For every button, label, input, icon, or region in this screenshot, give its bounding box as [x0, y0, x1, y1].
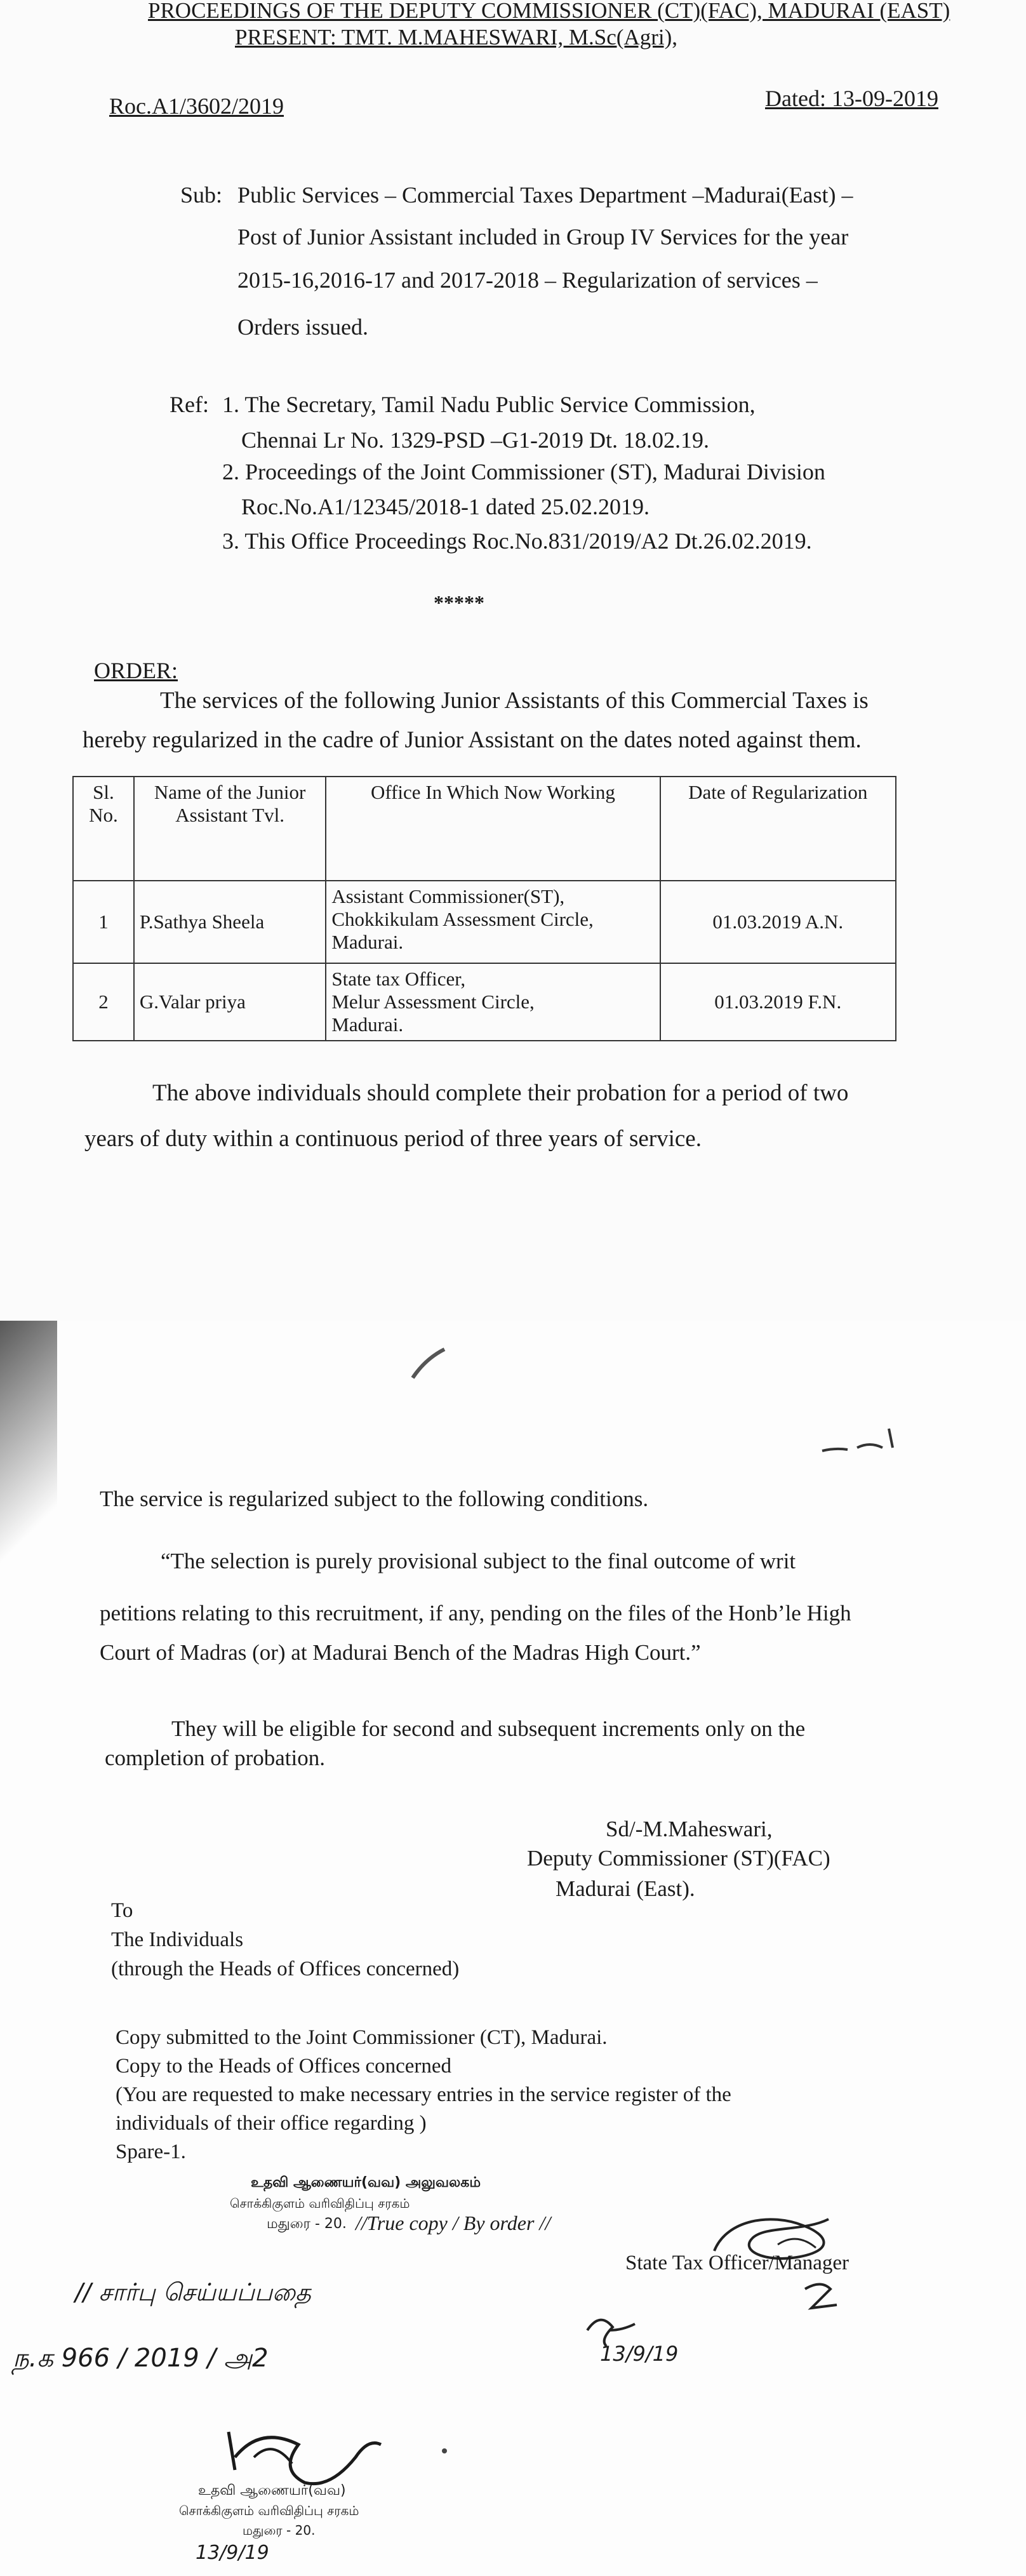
copy-line: (You are requested to make necessary entries in the service register of the	[116, 2083, 731, 2106]
ref-line: 2. Proceedings of the Joint Commissioner (ST), Madurai Division	[222, 459, 825, 484]
regularization-table	[72, 776, 896, 1041]
handwritten-date: 13/9/19	[600, 2342, 679, 2366]
signature-mark	[799, 2276, 843, 2314]
office-stamp-bottom-line: சொக்கிகுளம் வரிவிதிப்பு சரகம்	[179, 2503, 359, 2518]
dated-label: Dated:	[765, 86, 826, 111]
dated	[765, 85, 938, 112]
ref-line: Chennai Lr No. 1329-PSD –G1-2019 Dt. 18.02.19.	[241, 427, 709, 453]
handwritten-reference: ந.க 966 / 2019 / அ2	[13, 2344, 269, 2373]
eligibility-line: They will be eligible for second and subsequent increments only on the	[171, 1716, 806, 1741]
subject-line: 2015-16,2016-17 and 2017-2018 – Regularization of services –	[237, 267, 818, 293]
ref-line: 3. This Office Proceedings Roc.No.831/2019/A2 Dt.26.02.2019.	[222, 528, 812, 554]
row-office	[326, 881, 660, 963]
copy-line: Spare-1.	[116, 2140, 186, 2163]
office-line: Melur Assessment Circle,	[331, 991, 535, 1013]
table-header-row	[73, 777, 896, 881]
row-sl: 1	[73, 881, 134, 963]
header-office: Office In Which Now Working	[326, 777, 660, 881]
office-stamp-line: சொக்கிகுளம் வரிவிதிப்பு சரகம்	[230, 2196, 410, 2211]
row-name: G.Valar priya	[134, 963, 326, 1041]
ref-line: Roc.No.A1/12345/2018-1 dated 25.02.2019.	[241, 494, 650, 519]
copy-line: Copy to the Heads of Offices concerned	[116, 2055, 452, 2078]
signatory-place: Madurai (East).	[556, 1876, 695, 1901]
office-stamp-bottom-line: உதவி ஆணையர்(வவ)	[198, 2483, 346, 2499]
quote-line: Court of Madras (or) at Madurai Bench of the Madras High Court.”	[100, 1640, 701, 1665]
to-label: To	[111, 1899, 133, 1922]
office-stamp-line: உதவி ஆணையர்(வவ) அலுவலகம்	[251, 2175, 481, 2191]
header-sl-no: Sl. No.	[73, 777, 134, 881]
row-office	[326, 963, 660, 1041]
header-name: Name of the Junior Assistant Tvl.	[134, 777, 326, 881]
to-line: (through the Heads of Offices concerned)	[111, 1958, 460, 1980]
office-stamp-bottom-line: மதுரை - 20.	[243, 2523, 316, 2538]
copy-line: Copy submitted to the Joint Commissioner (CT), Madurai.	[116, 2026, 608, 2049]
quote-line: petitions relating to this recruitment, if any, pending on the files of the Honb’le High	[100, 1601, 851, 1625]
ref-line: 1. The Secretary, Tamil Nadu Public Service Commission,	[222, 392, 756, 417]
eligibility-line: completion of probation.	[105, 1745, 326, 1770]
header-line-2: PRESENT: TMT. M.MAHESWARI, M.Sc(Agri),	[235, 25, 677, 50]
office-line: State tax Officer,	[331, 968, 466, 990]
dot-mark	[438, 2445, 451, 2457]
office-line: Assistant Commissioner(ST),	[331, 885, 565, 907]
probation-line: The above individuals should complete their probation for a period of two	[152, 1080, 849, 1106]
signatory-name: Sd/-M.Maheswari,	[606, 1817, 773, 1841]
signatory-designation: Deputy Commissioner (ST)(FAC)	[527, 1846, 830, 1871]
office-stamp-line: மதுரை - 20.	[267, 2216, 347, 2232]
probation-line: years of duty within a continuous period of three years of service.	[84, 1126, 702, 1152]
copy-line: individuals of their office regarding )	[116, 2112, 427, 2135]
order-para-line: The services of the following Junior Assistants of this Commercial Taxes is	[160, 688, 869, 714]
document-page-2	[0, 1321, 1026, 2576]
handwritten-page-ref: 13/9/19	[196, 2542, 269, 2564]
state-tax-officer-label: State Tax Officer/Manager	[625, 2252, 849, 2274]
office-line: Chokkikulam Assessment Circle,	[331, 908, 594, 930]
row-name: P.Sathya Sheela	[134, 881, 326, 963]
table-row	[73, 963, 896, 1041]
separator-stars: *****	[434, 591, 484, 614]
conditions-intro: The service is regularized subject to the following conditions.	[100, 1486, 649, 1511]
roc-number: Roc.A1/3602/2019	[109, 93, 284, 119]
header-date: Date of Regularization	[660, 777, 896, 881]
subject-line: Orders issued.	[237, 314, 368, 340]
office-line: Madurai.	[331, 931, 404, 953]
order-heading: ORDER:	[94, 658, 178, 683]
table-row	[73, 881, 896, 963]
order-para-line: hereby regularized in the cadre of Junior Assistant on the dates noted against them.	[83, 727, 862, 753]
row-date: 01.03.2019 F.N.	[660, 963, 896, 1041]
ref-label: Ref:	[170, 392, 209, 417]
subject-line: Post of Junior Assistant included in Group IV Services for the year	[237, 224, 849, 250]
scan-mark-icon	[406, 1346, 451, 1384]
row-sl: 2	[73, 963, 134, 1041]
subject-label: Sub:	[180, 182, 223, 208]
row-date: 01.03.2019 A.N.	[660, 881, 896, 963]
handwritten-note: // சார்பு செய்யப்பதை	[75, 2278, 311, 2306]
scan-mark-icon	[819, 1416, 902, 1454]
true-copy-text: //True copy / By order //	[356, 2212, 551, 2234]
dated-value: 13-09-2019	[831, 86, 938, 111]
scan-shadow	[0, 1321, 57, 1587]
quote-line: “The selection is purely provisional subject to the final outcome of writ	[161, 1549, 796, 1573]
header-line-1: PROCEEDINGS OF THE DEPUTY COMMISSIONER (CT)(FAC), MADURAI (EAST)	[148, 0, 950, 23]
subject-line: Public Services – Commercial Taxes Department –Madurai(East) –	[237, 182, 853, 208]
to-line: The Individuals	[111, 1928, 244, 1951]
office-line: Madurai.	[331, 1013, 404, 1036]
